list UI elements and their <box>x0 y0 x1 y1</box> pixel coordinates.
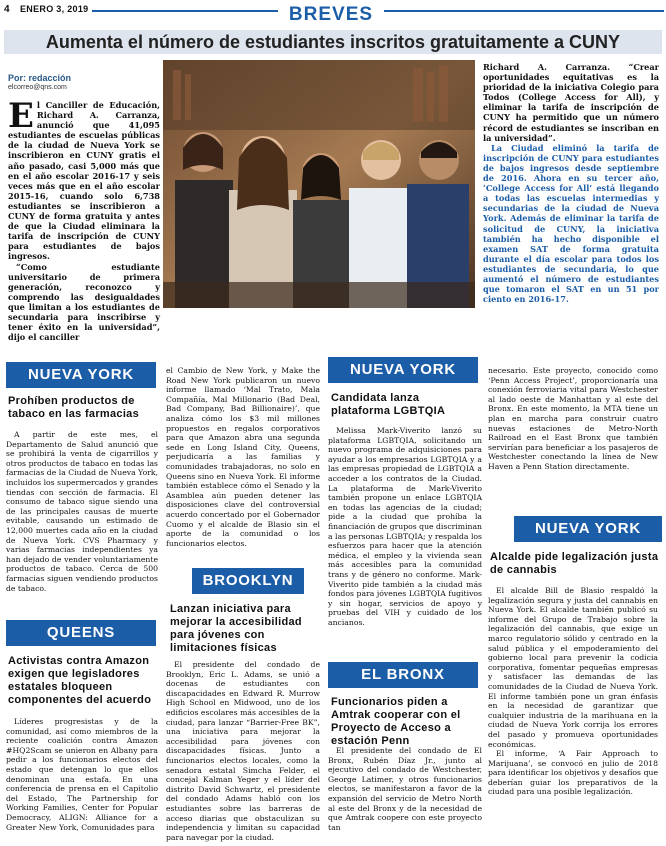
lead-headline: Aumenta el número de estudiantes inscritos gratuitamente a CUNY <box>4 30 662 54</box>
story-tabaco <box>6 430 158 593</box>
story-lgbtqia-p1: Melissa Mark-Viverito lanzó su plataforma LGBTQIA, solicitando un nuevo programa de adquisiciones para ayudar a los empresarios LGBTQIA y a las empresas propiedad de LGBTQIA a acceder a los contratos de la Ciudad. La plataforma de Mark-Viverito también propone un enlace LGBTQIA en todas las agencias de la ciudad; pide a la ciudad que prohíba la financiación de grupos que discriminan a las personas LGBTQIA; y respalda los esfuerzos para hacer que la atención médica, el empleo y la vivienda sean más accesibles para la comunidad trans y de género no conforme. Mark-Viverito pide también a la ciudad más fondos para jóvenes LGBTQIA fugitivos y sin hogar, servicios de apoyo y pruebas del VIH y cuidado de los ancianos. <box>328 426 483 627</box>
story-tabaco-p1: A partir de este mes, el Departamento de Salud anunció que se prohibirá la venta de cigarrillos y otros productos de tabaco en todas las farmacias de la Ciudad de Nueva York, incluidos los supermercados y grandes tiendas con sección de farmacia. El consumo de tabaco sigue siendo una de las principales causas de muerte evitable, causando un estimado de 12,000 muertes cada año en la ciudad de Nueva York. CVS Pharmacy y varias farmacias independientes ya han dejado de vender voluntariamente productos de tabaco. Cerca de 500 farmacias siguen vendiendo productos de tabaco. <box>6 430 158 593</box>
drop-cap: E <box>8 96 34 136</box>
issue-date: ENERO 3, 2019 <box>20 4 89 14</box>
headline-amazon: Activistas contra Amazon exigen que legisladores estatales bloqueen componentes del acuerdo <box>8 655 152 706</box>
section-title: BREVES <box>288 4 374 25</box>
lead-story-column-2 <box>483 62 659 304</box>
lead-quote: “Como estudiante universitario de primera generación, reconozco y comprendo las desigualdades que limitan a los estudiantes de secundaria para inscribirse y tener éxito en la universidad”, dijo el canciller <box>8 261 160 343</box>
lead-text: l Canciller de Educación, Richard A. Carranza, anunció que 41,095 estudiantes de escuelas públicas de la ciudad de Nueva York se inscribieron en CUNY gratis el año pasado, casi 5,000 más que en el año escolar 2016-17 y seis veces más que en el año escolar 2015-16, cuando solo 6,738 estudiantes se inscribieron a CUNY de forma gratuita y antes de que la Ciudad eliminara la tarifa de inscripción de CUNY para estudiantes de bajos ingresos. <box>8 100 160 262</box>
headline-amtrak: Funcionarios piden a Amtrak cooperar con el Proyecto de Acceso a estación Penn <box>331 696 461 747</box>
story-cannabis-p2: El informe, ‘A Fair Approach to Marijuana’, se convocó en julio de 2018 para identificar los objetivos y desafíos que deberían guiar los preparativos de la ciudad para una posible legalización. <box>488 749 658 797</box>
headline-accesibilidad: Lanzan iniciativa para mejorar la accesibilidad para jóvenes con limitaciones físicas <box>170 603 302 654</box>
story-lgbtqia <box>328 426 482 627</box>
headline-lgbtqia: Candidata lanza plataforma LGBTQIA <box>331 392 446 417</box>
story-amtrak-continued <box>488 366 658 472</box>
section-label-nueva-york: NUEVA YORK <box>6 362 156 388</box>
section-label-bronx: EL BRONX <box>328 662 478 688</box>
story-amazon <box>6 717 158 832</box>
header-rule-left <box>92 10 278 12</box>
story-amazon-p1: Líderes progresistas y de la comunidad, así como miembros de la reciente coalición contra Amazon #HQ2Scam se unieron en Albany para pedir a los funcionarios electos del estado que detengan lo que ellos denominan una estafa. En una conferencia de prensa en el Capitolio del Estado, The Partnership for Working Families, Center for Popular Democracy, ALIGN: Alliance for a Greater New York, Comunidades para <box>6 717 158 832</box>
section-label-queens: QUEENS <box>6 620 156 646</box>
story-accesibilidad-p1: El presidente del condado de Brooklyn, Eric L. Adams, se unió a docenas de estudiantes con discapacidades en Edward R. Murrow High School en Midwood, uno de los edificios escolares más accesibles de la ciudad, para lanzar “Barrier-Free BK”, una iniciativa para mejorar la accesibilidad para jóvenes con discapacidades físicas. Junto a funcionarios electos locales, como la senadora estatal Simcha Felder, el concejal Kalman Yeger y el líder del distrito David Schwartz, el presidente del condado Adams habló con los estudiantes sobre las barreras de acceso diarias que obstaculizan su independencia y limitan su capacidad para navegar por la ciudad. <box>166 660 320 842</box>
story-cannabis <box>488 586 658 797</box>
lead-col2-p2: La Ciudad eliminó la tarifa de inscripción de CUNY para estudiantes de bajos ingresos desde septiembre de 2016. Ahora en su tercer año, ‘College Access for All’ está llegando a todas las escuelas intermedias y secundarias de la ciudad de Nueva York. Además de eliminar la tarifa de solicitud de CUNY, la iniciativa también ha hecho disponible el examen SAT de forma gratuita durante el día escolar para todos los estudiantes de secundaria, lo que aumentó el número de estudiantes que tomaron el SAT en un 51 por ciento en 2016-17. <box>483 142 659 305</box>
story-amtrak <box>328 746 482 832</box>
author-email[interactable]: elcorreo@qns.com <box>8 84 67 91</box>
story-accesibilidad <box>166 660 320 842</box>
story-amtrak-cont: necesario. Este proyecto, conocido como ‘Penn Access Project’, proporcionaría una conexión ferroviaria vital para Westchester al lado oeste de Manhattan y al este del Bronx. En este momento, la MTA tiene un plan en marcha para construir cuatro nuevas estaciones de Metro-North Railroad en el East Bronx que también servirían para beneficiar a los pasajeros de Westchester conectando la línea de New Haven a Penn Station directamente. <box>488 366 658 471</box>
section-label-nueva-york-3: NUEVA YORK <box>514 516 662 542</box>
story-amazon-cont: el Cambio de New York, y Make the Road New York publicaron un nuevo informe llamado ‘Mal Trato, Mala Compañía, Mal Millonario (Bad Deal, Bad Company, Bad Billionaire)’, que analiza cómo los $3 mil millones propuestos en regalos corporativos para que Amazon abra una segunda sede en Long Island City, Queens, perjudicaría a las familias y comunidades trabajadoras, no solo en Queens sino en Nueva York. El informe también establece cómo el Senado y la Asamblea aún pueden detener las disposiciones clave del controversial acuerdo concertado por el Gobernador Cuomo y el alcalde de Blasio sin el aporte de la comunidad o los funcionarios electos. <box>166 366 320 548</box>
story-cannabis-p1: El alcalde Bill de Blasio respaldó la legalización segura y justa del cannabis en Nueva York. El alcalde también publicó su informe del Grupo de Trabajo sobre la legalización del cannabis, que exige un marco regulatorio sólido y centrado en la salud pública y el empoderamiento del gobierno local para prevenir la codicia corporativa, fomentar pequeñas empresas y satisfacer las demandas de las comunidades de la Ciudad de Nueva York. El informe también pone un gran énfasis en la necesidad de garantizar que cualquier industria de la marihuana en la ciudad de Nueva York corrija los errores del pasado y promueva oportunidades económicas. <box>488 586 658 749</box>
story-amazon-continued <box>166 366 320 548</box>
byline: Por: redacción <box>8 73 72 83</box>
section-label-nueva-york-2: NUEVA YORK <box>328 357 478 383</box>
page-number: 4 <box>4 4 10 15</box>
lead-story-column-1 <box>8 96 160 343</box>
students-photo <box>163 60 475 308</box>
story-amtrak-p1: El presidente del condado de El Bronx, Rubén Díaz Jr., junto al ejecutivo del condado de Westchester, George Latimer, y otros funcionarios electos, se manifestaron a favor de la expansión del servicio de Metro North al este del Bronx y de la necesidad de que Amtrak coopere con este proyecto tan <box>328 746 482 832</box>
headline-tabaco: Prohíben productos de tabaco en las farmacias <box>8 395 140 420</box>
section-label-brooklyn: BROOKLYN <box>192 568 304 594</box>
headline-cannabis: Alcalde pide legalización justa de cannabis <box>490 551 659 576</box>
header-rule-right <box>384 10 664 12</box>
lead-col2-p1: Richard A. Carranza. “Crear oportunidades equitativas es la prioridad de la iniciativa Colegio para Todos (College Access for All), y eliminar la tarifa de inscripción de CUNY ha permitido que un número récord de estudiantes se inscriban en la universidad”. <box>483 62 659 143</box>
